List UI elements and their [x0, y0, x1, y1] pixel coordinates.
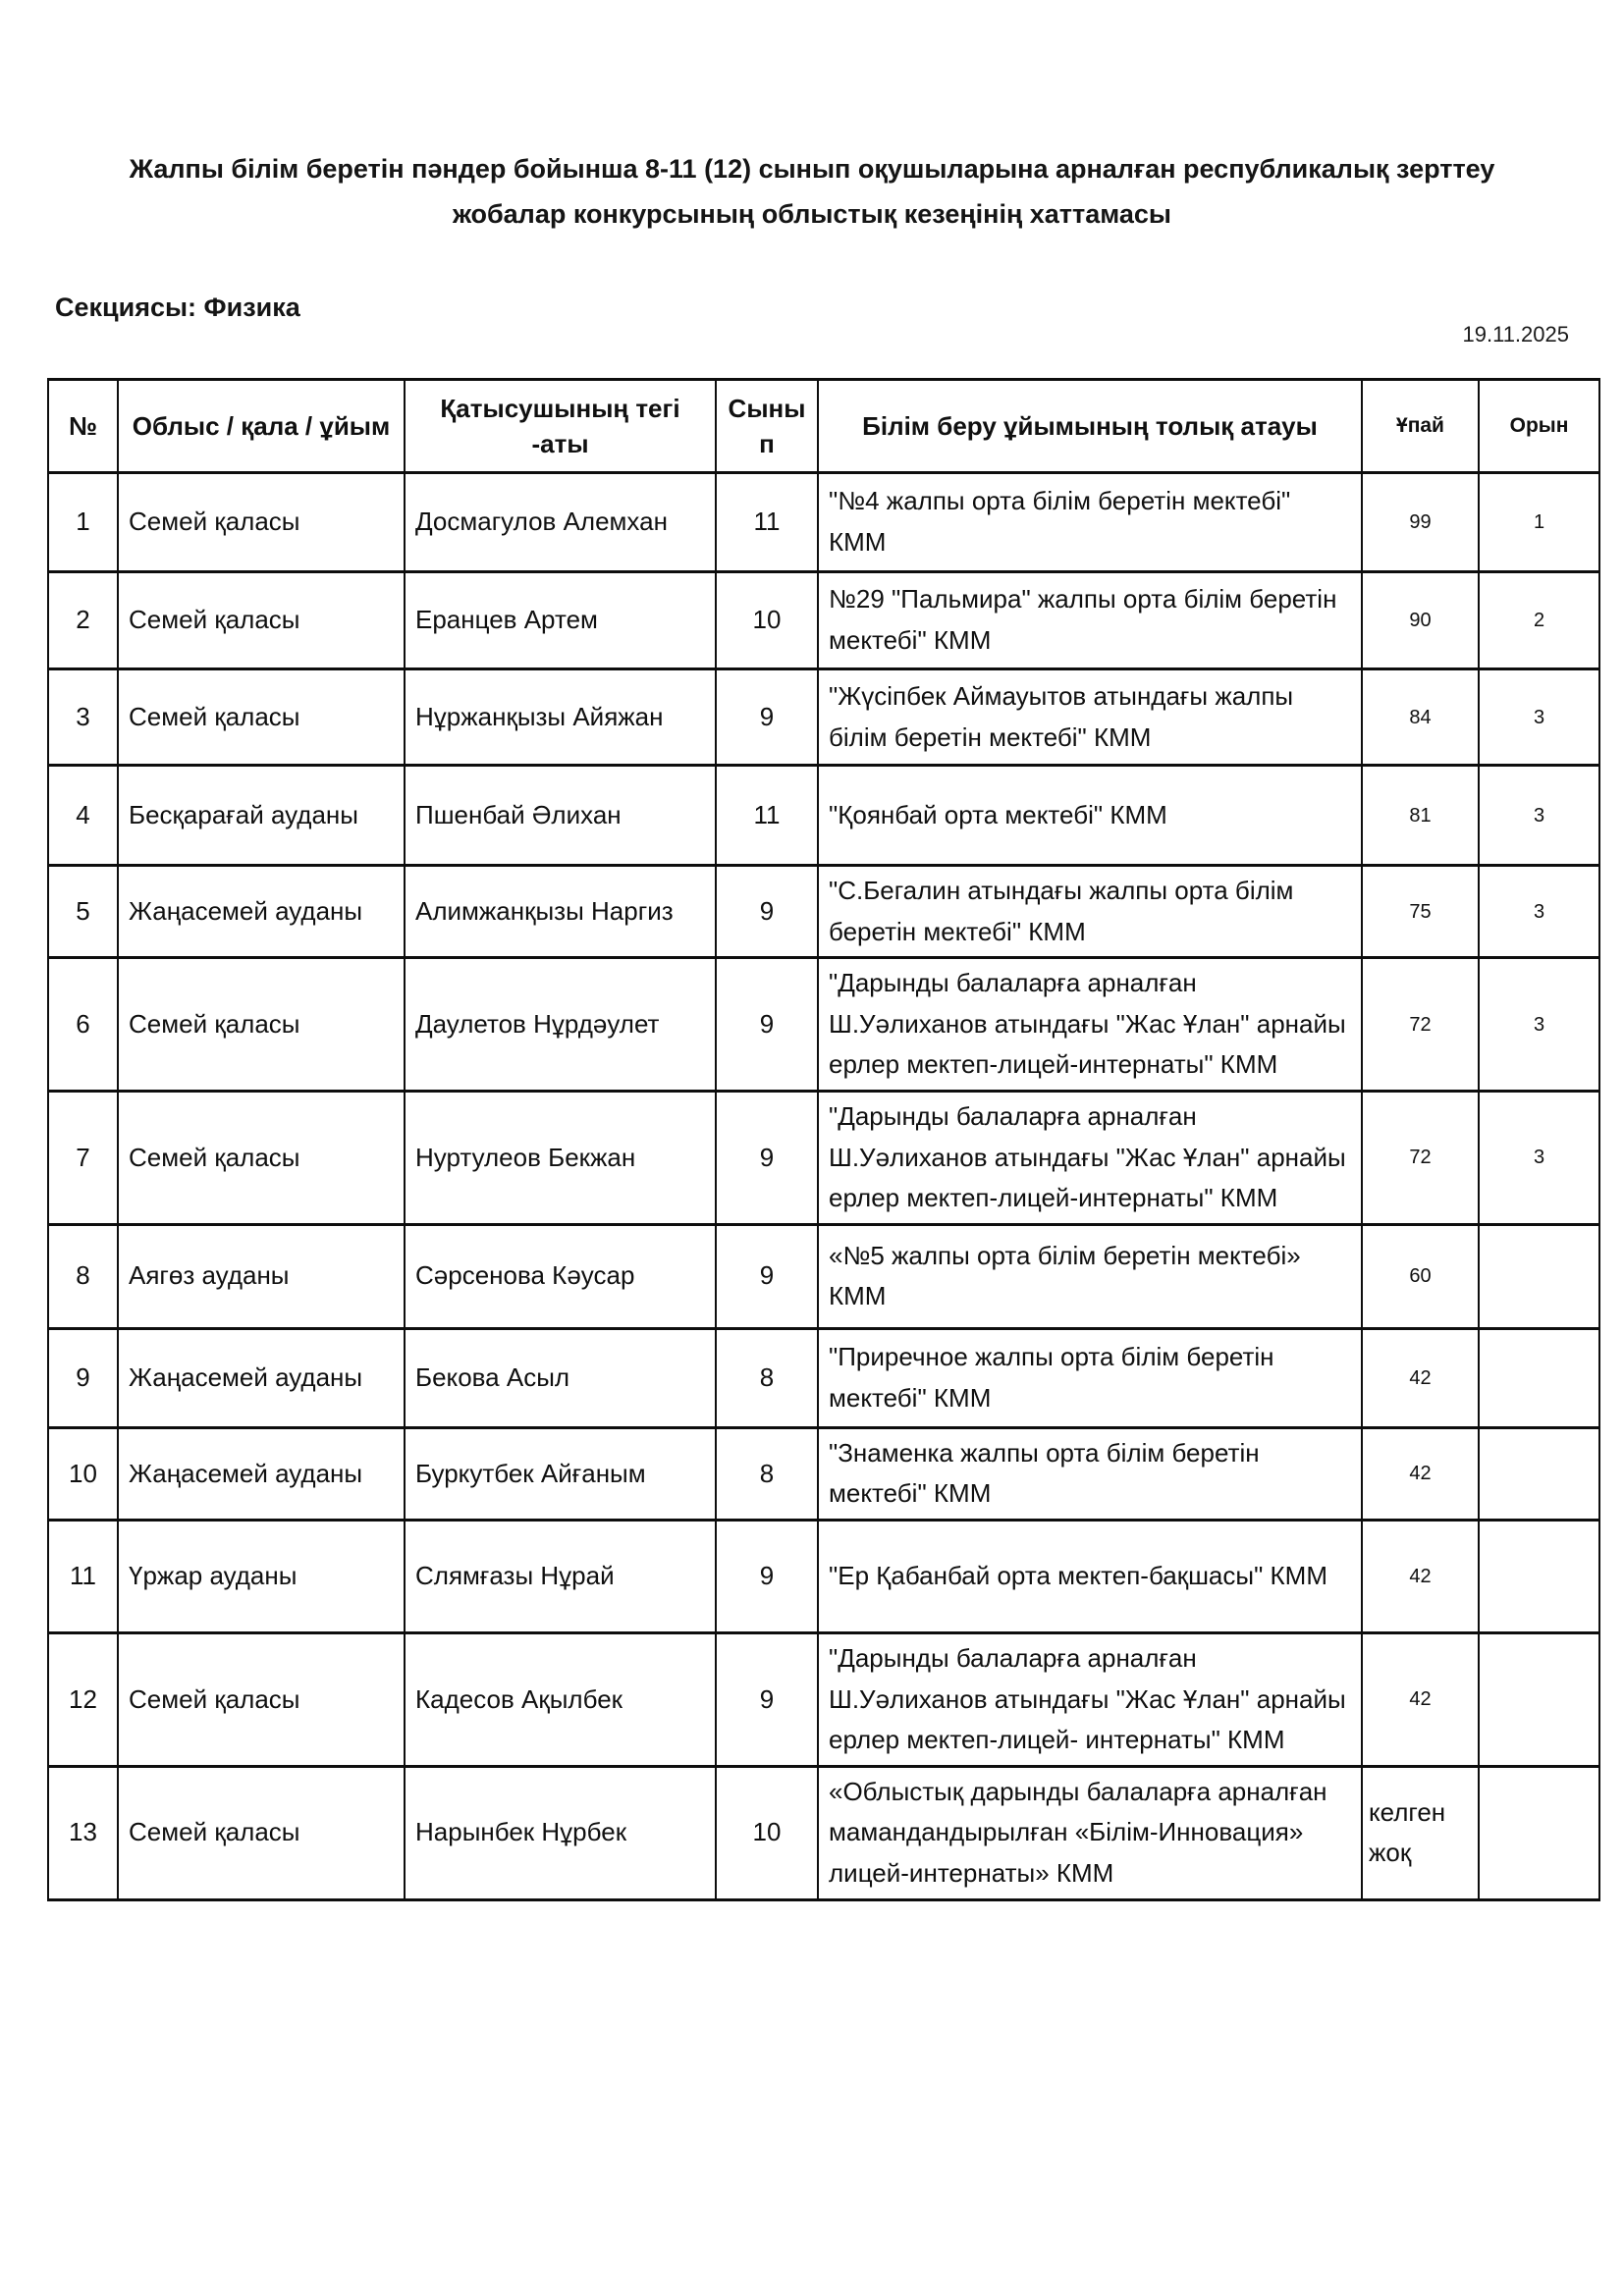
cell-participant-name: Алимжанқызы Наргиз	[405, 866, 716, 958]
cell-number: 13	[48, 1766, 118, 1899]
table-row	[48, 669, 1599, 766]
cell-score: 81	[1362, 766, 1479, 866]
cell-region: Жаңасемей ауданы	[118, 1328, 405, 1427]
table-row	[48, 473, 1599, 572]
cell-region: Семей қаласы	[118, 1766, 405, 1899]
cell-place	[1479, 1632, 1599, 1766]
cell-score: 42	[1362, 1632, 1479, 1766]
cell-number: 9	[48, 1328, 118, 1427]
cell-number: 7	[48, 1091, 118, 1224]
table-body	[48, 473, 1599, 1900]
table-row	[48, 1766, 1599, 1899]
document-title: Жалпы білім беретін пәндер бойынша 8-11 (12) сынып оқушыларына арналған республикалық зерттеу жобалар конкурсының облыстық кезеңінің хаттамасы	[129, 154, 1495, 229]
cell-participant-name: Кадесов Ақылбек	[405, 1632, 716, 1766]
cell-grade: 9	[716, 1632, 818, 1766]
cell-school-name: "Дарынды балаларға арналған Ш.Уәлиханов атындағы "Жас Ұлан" арнайы ерлер мектеп-лицей-интернаты" КММ	[818, 1091, 1362, 1224]
section-label: Секциясы: Физика	[55, 293, 300, 322]
cell-participant-name: Нуртулеов Бекжан	[405, 1091, 716, 1224]
column-header-grade: Сынып	[716, 380, 818, 473]
cell-school-name: №29 "Пальмира" жалпы орта білім беретін мектебі" КММ	[818, 572, 1362, 669]
cell-school-name: "Жүсіпбек Аймауытов атындағы жалпы білім беретін мектебі" КММ	[818, 669, 1362, 766]
cell-number: 6	[48, 958, 118, 1092]
results-table	[47, 378, 1600, 1901]
table-row	[48, 572, 1599, 669]
cell-grade: 11	[716, 766, 818, 866]
table-row	[48, 866, 1599, 958]
cell-score: 75	[1362, 866, 1479, 958]
document-date: 19.11.2025	[1462, 322, 1569, 347]
cell-score: 99	[1362, 473, 1479, 572]
cell-region: Жаңасемей ауданы	[118, 1427, 405, 1520]
cell-score: келген жоқ	[1362, 1766, 1479, 1899]
cell-grade: 9	[716, 958, 818, 1092]
cell-school-name: "Приречное жалпы орта білім беретін мектебі" КММ	[818, 1328, 1362, 1427]
cell-score: 90	[1362, 572, 1479, 669]
cell-school-name: "№4 жалпы орта білім беретін мектебі" КММ	[818, 473, 1362, 572]
cell-region: Семей қаласы	[118, 669, 405, 766]
cell-participant-name: Еранцев Артем	[405, 572, 716, 669]
cell-place: 2	[1479, 572, 1599, 669]
cell-school-name: «№5 жалпы орта білім беретін мектебі» КММ	[818, 1224, 1362, 1328]
cell-place: 3	[1479, 766, 1599, 866]
cell-grade: 8	[716, 1328, 818, 1427]
cell-score: 42	[1362, 1427, 1479, 1520]
cell-grade: 11	[716, 473, 818, 572]
cell-region: Жаңасемей ауданы	[118, 866, 405, 958]
column-header-score: Ұпай	[1362, 380, 1479, 473]
cell-score: 84	[1362, 669, 1479, 766]
cell-place: 1	[1479, 473, 1599, 572]
cell-grade: 9	[716, 866, 818, 958]
cell-school-name: «Облыстық дарынды балаларға арналған мамандандырылған «Білім-Инновация» лицей-интернаты» КММ	[818, 1766, 1362, 1899]
table-header-row	[48, 380, 1599, 473]
cell-grade: 9	[716, 1224, 818, 1328]
column-header-region: Облыс / қала / ұйым	[118, 380, 405, 473]
cell-grade: 10	[716, 572, 818, 669]
cell-school-name: "С.Бегалин атындағы жалпы орта білім беретін мектебі" КММ	[818, 866, 1362, 958]
cell-school-name: "Знаменка жалпы орта білім беретін мектебі" КММ	[818, 1427, 1362, 1520]
cell-participant-name: Даулетов Нұрдәулет	[405, 958, 716, 1092]
cell-score: 72	[1362, 958, 1479, 1092]
cell-participant-name: Нұржанқызы Айяжан	[405, 669, 716, 766]
cell-region: Аягөз ауданы	[118, 1224, 405, 1328]
cell-number: 4	[48, 766, 118, 866]
cell-place	[1479, 1520, 1599, 1632]
table-row	[48, 1091, 1599, 1224]
cell-number: 11	[48, 1520, 118, 1632]
cell-number: 8	[48, 1224, 118, 1328]
table-row	[48, 1632, 1599, 1766]
cell-grade: 9	[716, 1520, 818, 1632]
column-header-participant-name: Қатысушының тегі -аты	[405, 380, 716, 473]
cell-region: Семей қаласы	[118, 1632, 405, 1766]
cell-participant-name: Бекова Асыл	[405, 1328, 716, 1427]
table-row	[48, 1328, 1599, 1427]
cell-score: 60	[1362, 1224, 1479, 1328]
cell-participant-name: Буркутбек Айғаным	[405, 1427, 716, 1520]
cell-school-name: "Дарынды балаларға арналған Ш.Уәлиханов атындағы "Жас Ұлан" арнайы ерлер мектеп-лицей-интернаты" КММ	[818, 958, 1362, 1092]
cell-number: 10	[48, 1427, 118, 1520]
cell-place: 3	[1479, 669, 1599, 766]
cell-place	[1479, 1427, 1599, 1520]
column-header-number: №	[48, 380, 118, 473]
cell-number: 5	[48, 866, 118, 958]
cell-place	[1479, 1766, 1599, 1899]
cell-number: 3	[48, 669, 118, 766]
cell-region: Семей қаласы	[118, 1091, 405, 1224]
cell-school-name: "Ер Қабанбай орта мектеп-бақшасы" КММ	[818, 1520, 1362, 1632]
cell-place	[1479, 1224, 1599, 1328]
cell-participant-name: Слямғазы Нұрай	[405, 1520, 716, 1632]
table-row	[48, 766, 1599, 866]
cell-score: 42	[1362, 1328, 1479, 1427]
cell-participant-name: Досмагулов Алемхан	[405, 473, 716, 572]
cell-place	[1479, 1328, 1599, 1427]
cell-number: 1	[48, 473, 118, 572]
cell-place: 3	[1479, 958, 1599, 1092]
cell-region: Үржар ауданы	[118, 1520, 405, 1632]
table-row	[48, 1427, 1599, 1520]
cell-participant-name: Пшенбай Әлихан	[405, 766, 716, 866]
cell-grade: 9	[716, 669, 818, 766]
table-row	[48, 1520, 1599, 1632]
cell-grade: 9	[716, 1091, 818, 1224]
cell-region: Бесқарағай ауданы	[118, 766, 405, 866]
cell-number: 2	[48, 572, 118, 669]
table-row	[48, 1224, 1599, 1328]
cell-grade: 8	[716, 1427, 818, 1520]
column-header-place: Орын	[1479, 380, 1599, 473]
cell-school-name: "Дарынды балаларға арналған Ш.Уәлиханов атындағы "Жас Ұлан" арнайы ерлер мектеп-лицей- интернаты" КММ	[818, 1632, 1362, 1766]
cell-school-name: "Қоянбай орта мектебі" КММ	[818, 766, 1362, 866]
cell-grade: 10	[716, 1766, 818, 1899]
cell-score: 42	[1362, 1520, 1479, 1632]
cell-number: 12	[48, 1632, 118, 1766]
column-header-school-name: Білім беру ұйымының толық атауы	[818, 380, 1362, 473]
cell-participant-name: Сәрсенова Кәусар	[405, 1224, 716, 1328]
cell-place: 3	[1479, 1091, 1599, 1224]
cell-region: Семей қаласы	[118, 958, 405, 1092]
cell-region: Семей қаласы	[118, 473, 405, 572]
cell-region: Семей қаласы	[118, 572, 405, 669]
cell-score: 72	[1362, 1091, 1479, 1224]
cell-place: 3	[1479, 866, 1599, 958]
cell-participant-name: Нарынбек Нұрбек	[405, 1766, 716, 1899]
table-row	[48, 958, 1599, 1092]
